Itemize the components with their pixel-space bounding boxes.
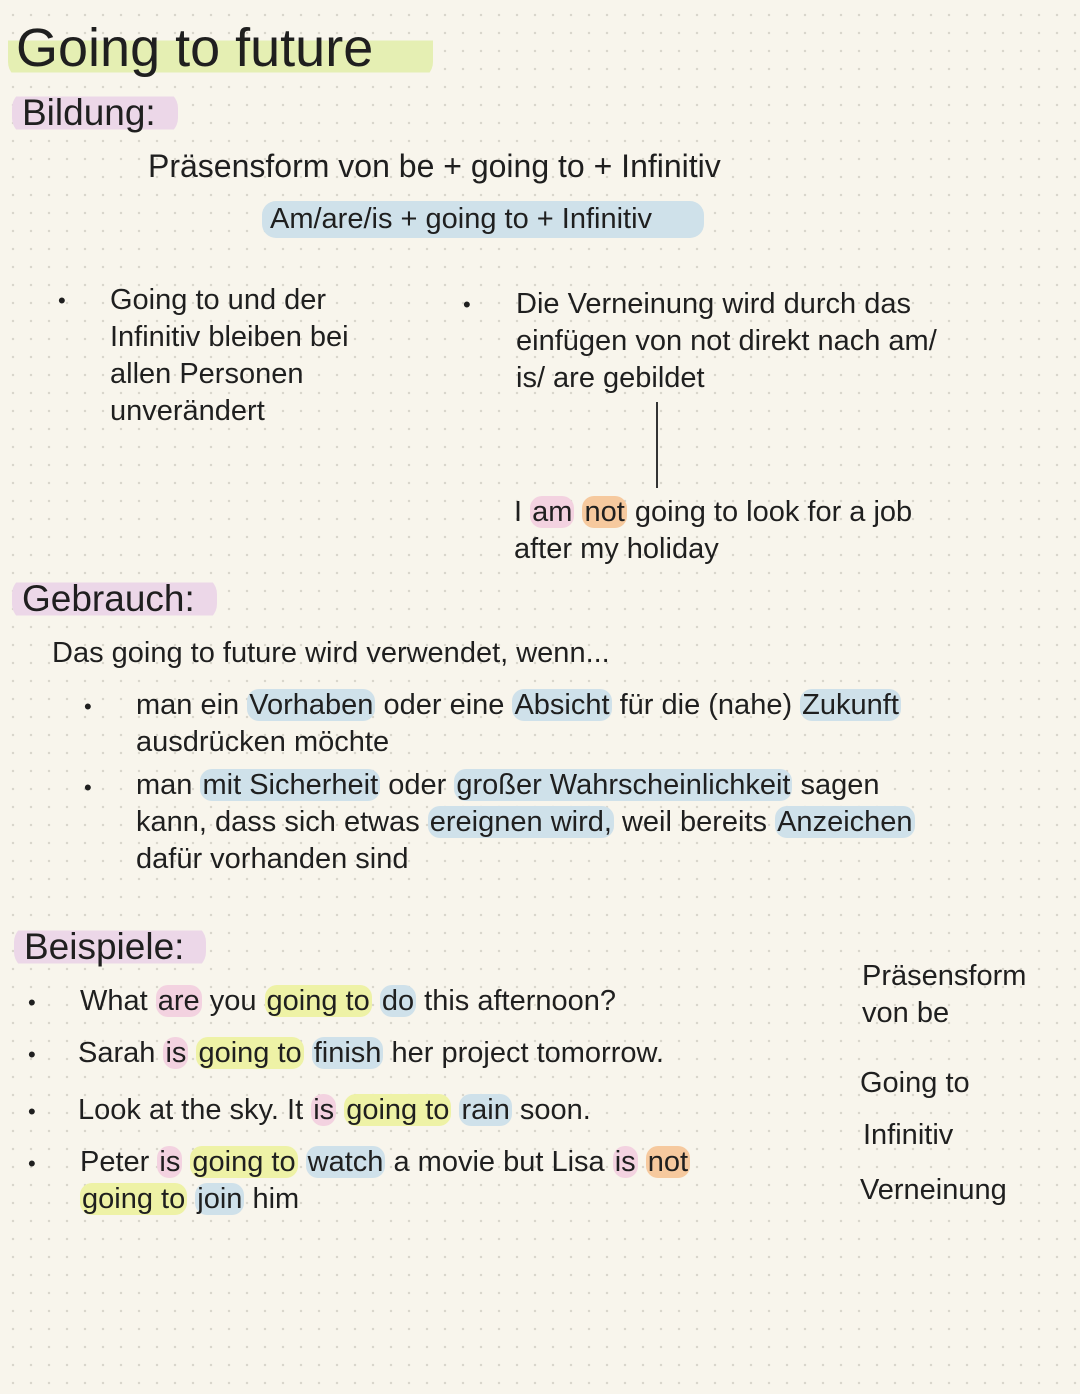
text-span: Look at the sky. It bbox=[78, 1094, 312, 1126]
text-span: oder eine bbox=[375, 689, 513, 721]
text-span: oder bbox=[380, 769, 455, 801]
example-4 bbox=[80, 1144, 690, 1218]
bullet-dot: • bbox=[58, 288, 66, 313]
page-title: Going to future bbox=[8, 16, 433, 80]
highlight-be: is bbox=[159, 1146, 181, 1178]
highlight-keyword: Anzeichen bbox=[777, 806, 913, 838]
legend-going-to: Going to bbox=[860, 1067, 970, 1099]
highlight-going-to: going to bbox=[198, 1037, 302, 1069]
highlight-be: is bbox=[614, 1146, 636, 1178]
legend-label: Präsensform bbox=[862, 960, 1027, 992]
note-right-line: einfügen von not direkt nach am/ bbox=[516, 325, 937, 357]
legend-verneinung: Verneinung bbox=[860, 1174, 1007, 1206]
highlight-be: am bbox=[532, 496, 573, 528]
text-span: man bbox=[136, 769, 201, 801]
highlight-infinitive: rain bbox=[461, 1094, 510, 1126]
highlight-going-to: going to bbox=[346, 1094, 450, 1126]
highlight-infinitive: join bbox=[197, 1183, 243, 1215]
usage-item-2 bbox=[136, 767, 915, 878]
legend-label: von be bbox=[862, 997, 950, 1029]
highlight-keyword: Vorhaben bbox=[249, 689, 374, 721]
highlight-keyword: Absicht bbox=[514, 689, 610, 721]
usage-item-1-line2: ausdrücken möchte bbox=[136, 726, 390, 758]
text-span: a movie but Lisa bbox=[385, 1146, 613, 1178]
note-right-line: is/ are gebildet bbox=[516, 362, 705, 394]
text-span bbox=[336, 1094, 344, 1126]
note-right bbox=[516, 286, 937, 397]
text-span: you bbox=[201, 985, 265, 1017]
usage-item-1 bbox=[136, 687, 901, 761]
text-span bbox=[298, 1146, 306, 1178]
text-span: soon. bbox=[511, 1094, 591, 1126]
highlight-be: is bbox=[313, 1094, 335, 1126]
text-span: going to look for a job bbox=[626, 496, 913, 528]
highlight-keyword: ereignen wird, bbox=[429, 806, 612, 838]
text-span: her project tomorrow. bbox=[383, 1037, 664, 1069]
negation-example-line2: after my holiday bbox=[514, 533, 719, 565]
note-left-line: unverändert bbox=[110, 395, 265, 427]
note-left-line: Infinitiv bleiben bei bbox=[110, 321, 349, 353]
text-span bbox=[372, 985, 380, 1017]
formula-general: Präsensform von be + going to + Infinitiv bbox=[148, 148, 721, 184]
highlight-going-to: going to bbox=[192, 1146, 296, 1178]
section-heading-bildung: Bildung: bbox=[12, 90, 178, 136]
text-span: Sarah bbox=[78, 1037, 164, 1069]
section-heading-beispiele: Beispiele: bbox=[14, 924, 206, 970]
example-2 bbox=[78, 1035, 664, 1072]
legend-praesensform bbox=[862, 958, 1026, 1032]
example-1 bbox=[80, 983, 616, 1020]
negation-example bbox=[514, 494, 912, 568]
note-left-line: allen Personen bbox=[110, 358, 304, 390]
highlight-keyword: Zukunft bbox=[802, 689, 899, 721]
bullet-dot: • bbox=[28, 1151, 36, 1176]
highlight-negation: not bbox=[647, 1146, 689, 1178]
connector-line bbox=[656, 402, 658, 488]
usage-intro: Das going to future wird verwendet, wenn... bbox=[52, 637, 610, 669]
legend-infinitiv: Infinitiv bbox=[863, 1119, 954, 1151]
bullet-dot: • bbox=[28, 1042, 36, 1067]
text-span: sagen bbox=[792, 769, 880, 801]
text-span: I bbox=[514, 496, 531, 528]
highlight-keyword: mit Sicherheit bbox=[202, 769, 379, 801]
text-span: für die (nahe) bbox=[611, 689, 801, 721]
highlight-infinitive: do bbox=[381, 985, 415, 1017]
note-left-line: Going to und der bbox=[110, 284, 327, 316]
usage-item-2-line3: dafür vorhanden sind bbox=[136, 843, 409, 875]
highlight-infinitive: watch bbox=[307, 1146, 384, 1178]
highlight-going-to: going to bbox=[266, 985, 370, 1017]
highlight-be: are bbox=[157, 985, 200, 1017]
bullet-dot: • bbox=[84, 775, 92, 800]
note-left bbox=[110, 282, 349, 430]
bullet-dot: • bbox=[28, 1099, 36, 1124]
text-span: weil bereits bbox=[613, 806, 776, 838]
text-span bbox=[638, 1146, 646, 1178]
highlight-keyword: großer Wahrscheinlichkeit bbox=[456, 769, 791, 801]
section-heading-gebrauch: Gebrauch: bbox=[12, 576, 217, 622]
highlight-infinitive: finish bbox=[313, 1037, 382, 1069]
highlight-negation: not bbox=[584, 496, 625, 528]
text-span: What bbox=[80, 985, 156, 1017]
text-span: Peter bbox=[80, 1146, 158, 1178]
text-span bbox=[304, 1037, 312, 1069]
text-span: kann, dass sich etwas bbox=[136, 806, 428, 838]
bullet-dot: • bbox=[84, 694, 92, 719]
example-3 bbox=[78, 1092, 591, 1129]
text-span: this afternoon? bbox=[416, 985, 616, 1017]
note-right-line: Die Verneinung wird durch das bbox=[516, 288, 911, 320]
formula-forms: Am/are/is + going to + Infinitiv bbox=[262, 201, 704, 238]
text-span: him bbox=[244, 1183, 300, 1215]
bullet-dot: • bbox=[463, 292, 471, 317]
bullet-dot: • bbox=[28, 990, 36, 1015]
highlight-going-to: going to bbox=[82, 1183, 186, 1215]
text-span: man ein bbox=[136, 689, 248, 721]
highlight-be: is bbox=[165, 1037, 187, 1069]
